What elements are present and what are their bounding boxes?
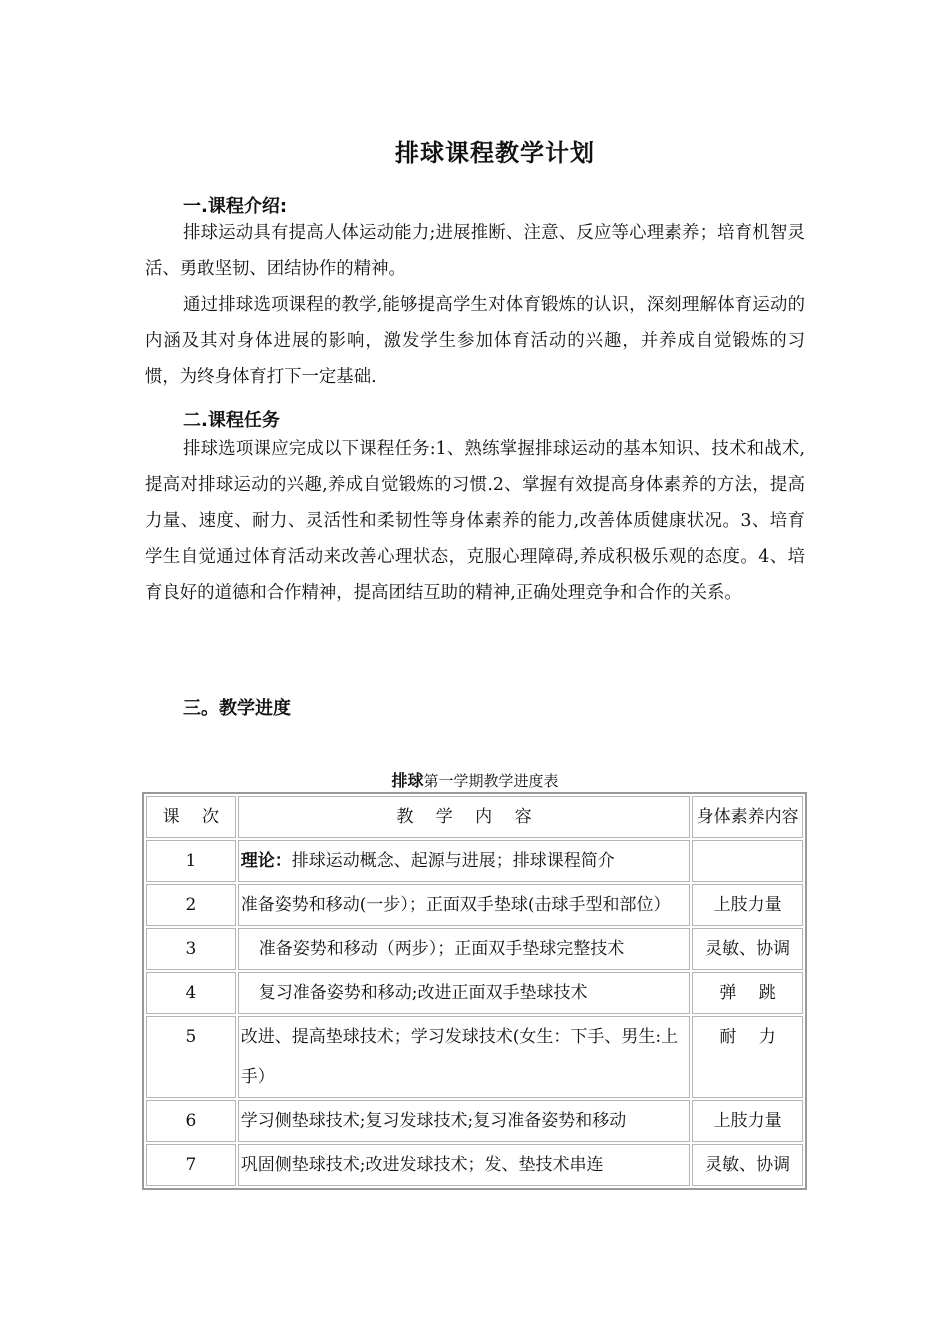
- lesson-no: 1: [146, 840, 236, 882]
- lesson-content: 学习侧垫球技术;复习发球技术;复习准备姿势和移动: [238, 1100, 690, 1142]
- header-content: 教 学 内 容: [238, 796, 690, 838]
- intro-paragraph-2: 通过排球选项课程的教学,能够提高学生对体育锻炼的认识，深刻理解体育运动的内涵及其对身体进展的影响，激发学生参加体育活动的兴趣，并养成自觉锻炼的习惯，为终身体育打下一定基础.: [145, 295, 805, 387]
- table-row: [146, 884, 803, 926]
- lesson-content: 复习准备姿势和移动;改进正面双手垫球技术: [238, 972, 690, 1014]
- lesson-quality: 灵敏、协调: [692, 1144, 803, 1186]
- lesson-quality: [692, 840, 803, 882]
- header-quality: 身体素养内容: [692, 796, 803, 838]
- lesson-content: [238, 840, 690, 882]
- intro-paragraph-1: 排球运动具有提高人体运动能力;进展推断、注意、反应等心理素养；培育机智灵活、勇敢坚韧、团结协作的精神。: [145, 223, 805, 279]
- lesson-content-text: 排球运动概念、起源与进展；排球课程简介: [291, 851, 615, 871]
- page-title: 排球课程教学计划: [395, 139, 595, 167]
- lesson-quality: 上肢力量: [692, 1100, 803, 1142]
- section-heading-tasks: 二.课程任务: [183, 410, 280, 431]
- table-caption-bold: 排球: [391, 771, 424, 790]
- table-row: [146, 972, 803, 1014]
- lesson-quality: 灵敏、协调: [692, 928, 803, 970]
- schedule-table: [142, 792, 807, 1190]
- table-row: [146, 1144, 803, 1186]
- table-caption: [0, 768, 950, 791]
- tasks-paragraph: 排球选项课应完成以下课程任务:1、熟练掌握排球运动的基本知识、技术和战术,提高对排球运动的兴趣,养成自觉锻炼的习惯.2、掌握有效提高身体素养的方法，提高力量、速度、耐力、灵活性和柔韧性等身体素养的能力,改善体质健康状况。3、培育学生自觉通过体育活动来改善心理状态，克服心理障碍,养成积极乐观的态度。4、培育良好的道德和合作精神，提高团结互助的精神,正确处理竞争和合作的关系。: [145, 439, 805, 603]
- table-row: [146, 1100, 803, 1142]
- table-row: [146, 1016, 803, 1098]
- section-heading-intro: 一.课程介绍:: [183, 196, 288, 217]
- lesson-no: 5: [146, 1016, 236, 1098]
- table-caption-rest: 第一学期教学进度表: [423, 772, 559, 790]
- lesson-content: 准备姿势和移动(一步）；正面双手垫球(击球手型和部位）: [238, 884, 690, 926]
- lesson-no: 6: [146, 1100, 236, 1142]
- lesson-no: 2: [146, 884, 236, 926]
- lesson-no: 3: [146, 928, 236, 970]
- lesson-quality: 弹 跳: [692, 972, 803, 1014]
- lesson-content: 准备姿势和移动（两步）；正面双手垫球完整技术: [238, 928, 690, 970]
- lesson-quality: 耐 力: [692, 1016, 803, 1098]
- lesson-no: 7: [146, 1144, 236, 1186]
- lesson-content-label: 理论：: [240, 851, 292, 871]
- table-header-row: [146, 796, 803, 838]
- lesson-no: 4: [146, 972, 236, 1014]
- header-lesson-no: 课 次: [146, 796, 236, 838]
- section-heading-progress: 三。教学进度: [183, 698, 291, 719]
- lesson-content: 改进、提高垫球技术；学习发球技术(女生：下手、男生:上手）: [238, 1016, 690, 1098]
- table-row: [146, 928, 803, 970]
- lesson-content: 巩固侧垫球技术;改进发球技术；发、垫技术串连: [238, 1144, 690, 1186]
- lesson-quality: 上肢力量: [692, 884, 803, 926]
- table-row: [146, 840, 803, 882]
